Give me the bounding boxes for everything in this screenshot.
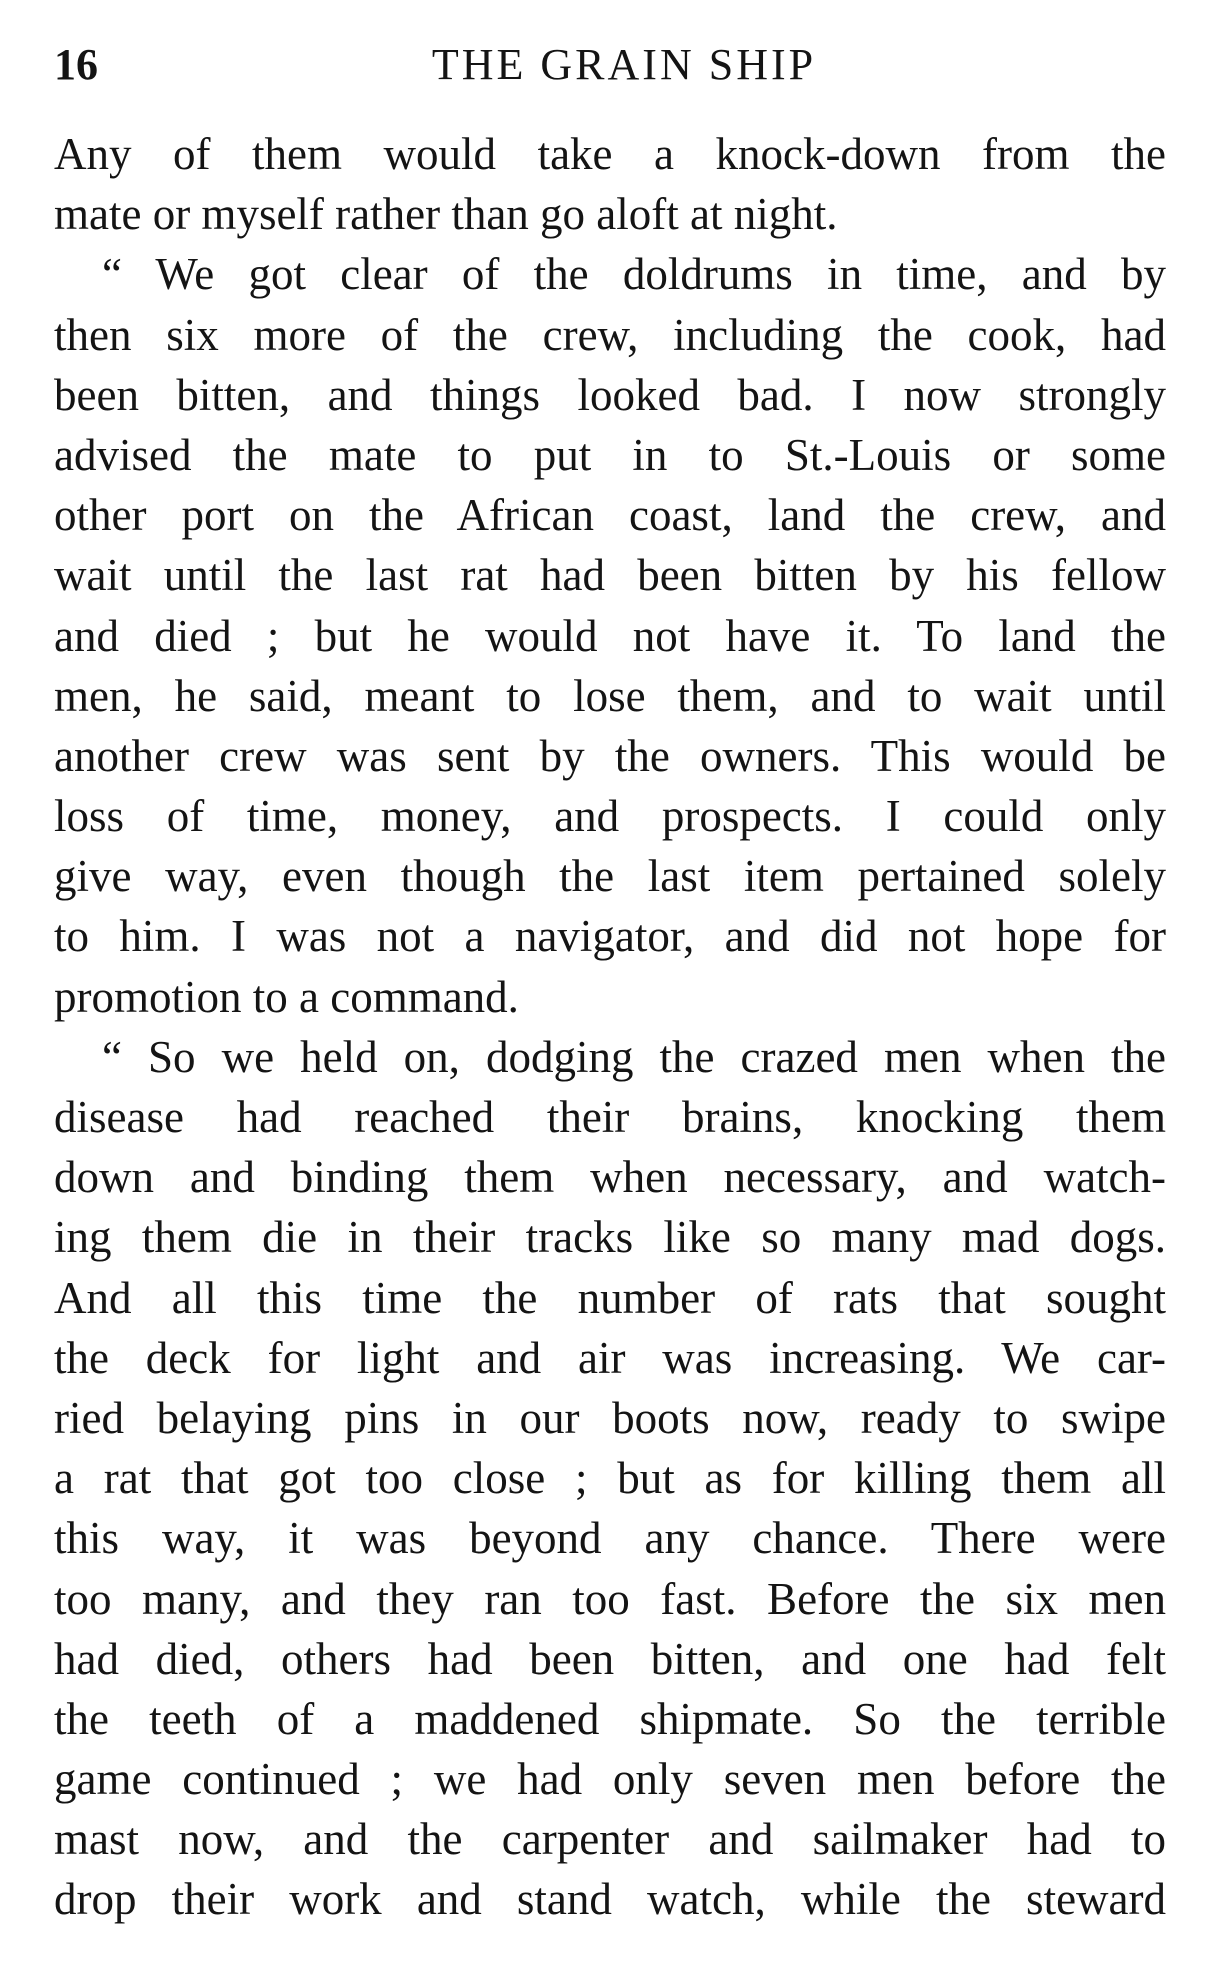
text-line: loss of time, money, and prospects. I could only <box>54 791 1166 842</box>
text-line: another crew was sent by the owners. This would be <box>54 730 1166 781</box>
text-line: had died, others had been bitten, and one had felt <box>54 1633 1166 1684</box>
text-line: mate or myself rather than go aloft at night. <box>54 189 838 240</box>
text-line: down and binding them when necessary, and watch- <box>54 1152 1166 1203</box>
text-line: drop their work and stand watch, while the steward <box>54 1874 1166 1925</box>
text-line: then six more of the crew, including the cook, had <box>54 309 1166 360</box>
text-line: advised the mate to put in to St.-Louis or some <box>54 429 1166 480</box>
text-line: this way, it was beyond any chance. There were <box>54 1513 1166 1564</box>
text-line: give way, even though the last item pertained solely <box>54 851 1166 902</box>
page-header <box>54 40 1164 90</box>
page-number: 16 <box>54 40 98 89</box>
text-line: to him. I was not a navigator, and did not hope for <box>54 911 1166 962</box>
text-line: the deck for light and air was increasing. We car- <box>54 1332 1166 1383</box>
running-title: THE GRAIN SHIP <box>431 40 817 89</box>
text-line: been bitten, and things looked bad. I now strongly <box>54 369 1166 420</box>
text-line: game continued ; we had only seven men before the <box>54 1754 1166 1805</box>
text-line: and died ; but he would not have it. To land the <box>54 610 1166 661</box>
text-line: a rat that got too close ; but as for killing them all <box>54 1453 1166 1504</box>
text-line: Any of them would take a knock-down from the <box>54 129 1166 179</box>
text-line: mast now, and the carpenter and sailmaker had to <box>54 1814 1166 1865</box>
text-line: other port on the African coast, land the crew, and <box>54 490 1166 541</box>
body-text <box>54 124 1166 1930</box>
text-line: ing them die in their tracks like so many mad dogs. <box>54 1212 1166 1263</box>
text-line: And all this time the number of rats that sought <box>54 1272 1166 1323</box>
text-line: promotion to a command. <box>54 971 519 1022</box>
text-line: disease had reached their brains, knocking them <box>54 1092 1166 1142</box>
text-line: “ So we held on, dodging the crazed men when the <box>102 1031 1166 1082</box>
text-line: too many, and they ran too fast. Before the six men <box>54 1573 1166 1624</box>
text-line: “ We got clear of the doldrums in time, and by <box>102 249 1166 300</box>
text-line: wait until the last rat had been bitten by his fellow <box>54 550 1166 601</box>
text-line: the teeth of a maddened shipmate. So the terrible <box>54 1693 1166 1744</box>
text-line: men, he said, meant to lose them, and to wait until <box>54 670 1166 721</box>
text-line: ried belaying pins in our boots now, ready to swipe <box>54 1392 1166 1443</box>
